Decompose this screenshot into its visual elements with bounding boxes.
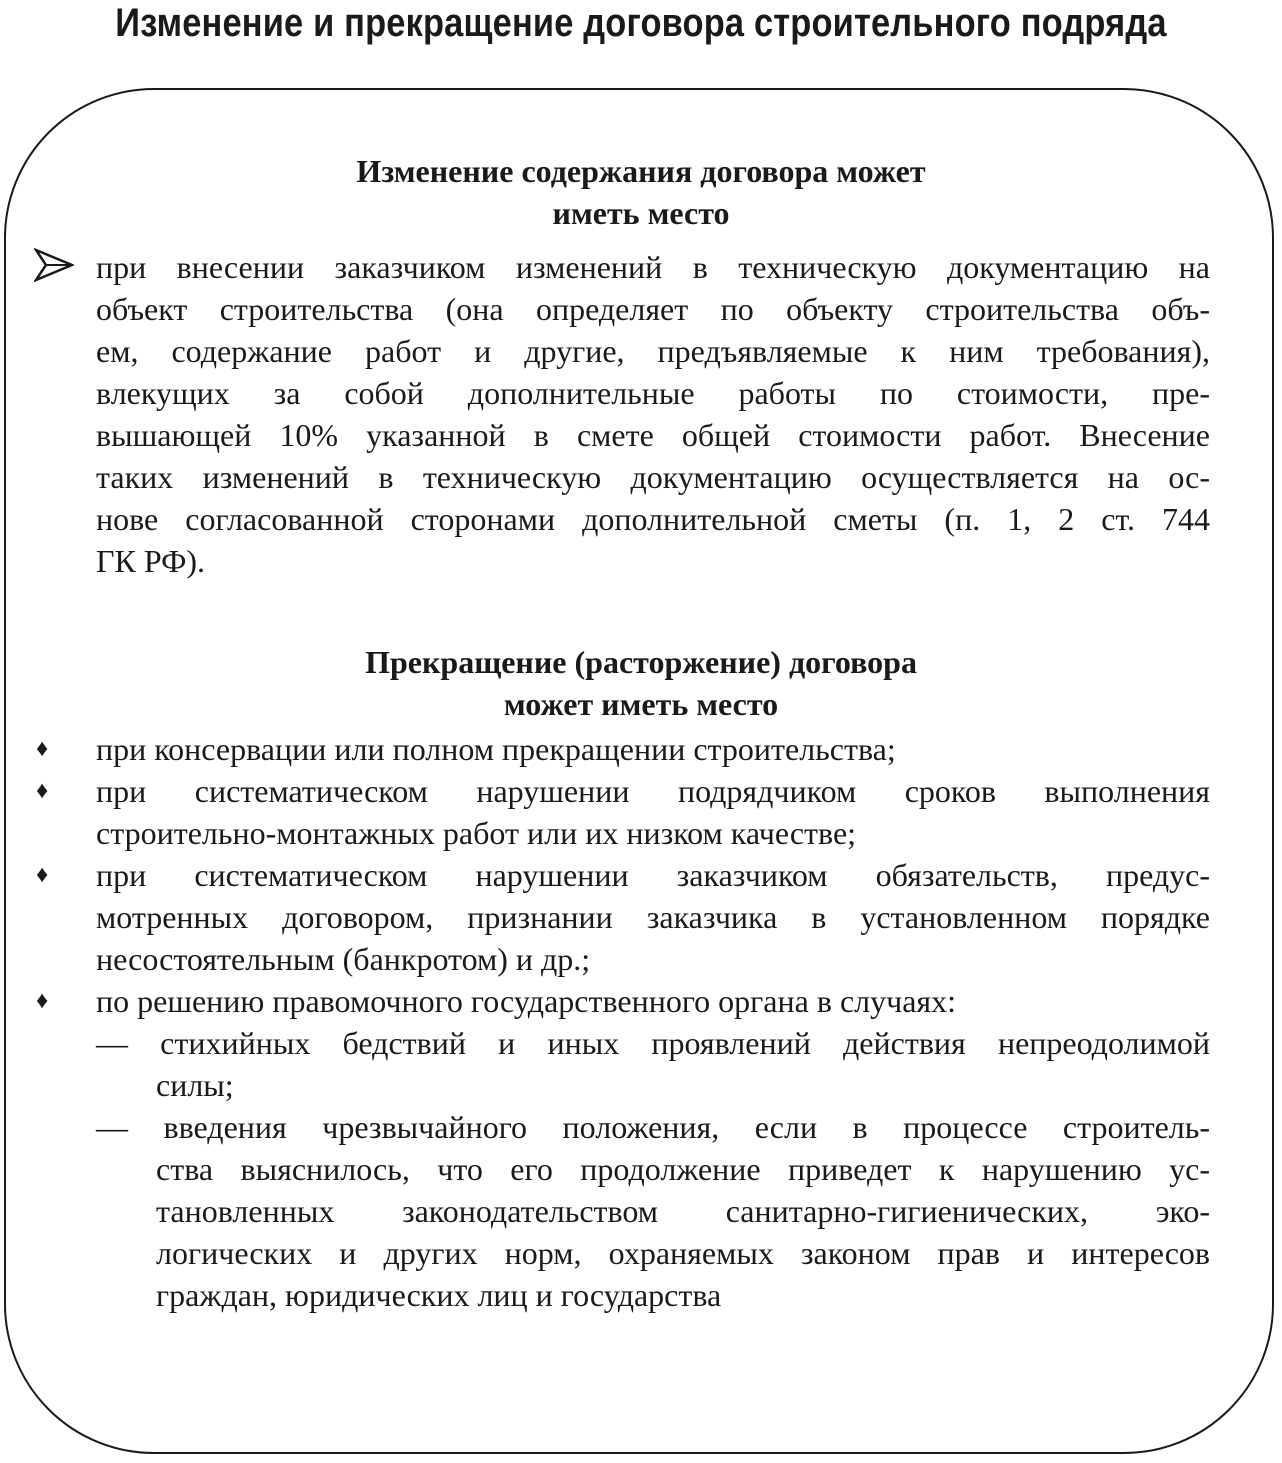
bullet-line: строительно-монтажных работ или их низком качестве; <box>96 815 857 851</box>
bullet-line: при систематическом нарушении заказчиком обязательств, предус- <box>96 857 1210 893</box>
bullet-item <box>96 980 1210 1022</box>
sub-item-line: — стихийных бедствий и иных проявлений действия непреодолимой <box>96 1025 1210 1061</box>
sub-item-line: тановленных законодательством санитарно-гигиенических, эко- <box>156 1193 1210 1229</box>
sub-item-line: ства выяснилось, что его продолжение приведет к нарушению ус- <box>156 1151 1210 1187</box>
bullet-line: при систематическом нарушении подрядчиком сроков выполнения <box>96 773 1210 809</box>
paragraph-line: при внесении заказчиком изменений в техническую документацию на <box>96 249 1210 285</box>
bullet-item <box>96 770 1210 854</box>
paragraph-line: таких изменений в техническую документацию осуществляется на ос- <box>96 459 1210 495</box>
paragraph-line: нове согласованной сторонами дополнительной сметы (п. 1, 2 ст. 744 <box>96 501 1210 537</box>
paragraph-line: ем, содержание работ и другие, предъявляемые к ним требования), <box>96 333 1210 369</box>
bullet-line: по решению правомочного государственного органа в случаях: <box>96 983 957 1019</box>
section1-heading-line: иметь место <box>552 195 730 231</box>
bullet-item <box>96 728 1210 770</box>
diamond-bullet-icon: ♦ <box>36 862 49 888</box>
sub-item-line: логических и других норм, охраняемых законом прав и интересов <box>156 1235 1210 1271</box>
diamond-bullet-icon: ♦ <box>36 778 49 804</box>
diamond-bullet-icon: ♦ <box>36 736 49 762</box>
diamond-bullet-icon: ♦ <box>36 988 49 1014</box>
paragraph-line: влекущих за собой дополнительные работы по стоимости, пре- <box>96 375 1210 411</box>
paragraph-line: вышающей 10% указанной в смете общей стоимости работ. Внесение <box>96 417 1210 453</box>
sub-item-line: силы; <box>156 1067 234 1103</box>
arrow-bullet-icon <box>34 248 74 282</box>
section2-heading <box>0 641 1282 725</box>
section2-heading-line: Прекращение (расторжение) договора <box>365 644 917 680</box>
section1-paragraph <box>96 246 1210 582</box>
bullet-line: мотренных договором, признании заказчика в установленном порядке <box>96 899 1210 935</box>
paragraph-line: ГК РФ). <box>96 543 206 579</box>
page-title: Изменение и прекращение договора строительного подряда <box>115 1 1167 45</box>
section1-heading-line: Изменение содержания договора может <box>356 153 926 189</box>
sub-item <box>96 1022 1210 1106</box>
sub-item-line: граждан, юридических лиц и государства <box>156 1277 722 1313</box>
bullet-line: несостоятельным (банкротом) и др.; <box>96 941 591 977</box>
section1-heading <box>0 150 1282 234</box>
paragraph-line: объект строительства (она определяет по объекту строительства объ- <box>96 291 1210 327</box>
section2-heading-line: может иметь место <box>503 686 779 722</box>
sub-item <box>96 1106 1210 1316</box>
bullet-line: при консервации или полном прекращении строительства; <box>96 731 896 767</box>
sub-item-line: — введения чрезвычайного положения, если в процессе строитель- <box>96 1109 1210 1145</box>
bullet-item <box>96 854 1210 980</box>
